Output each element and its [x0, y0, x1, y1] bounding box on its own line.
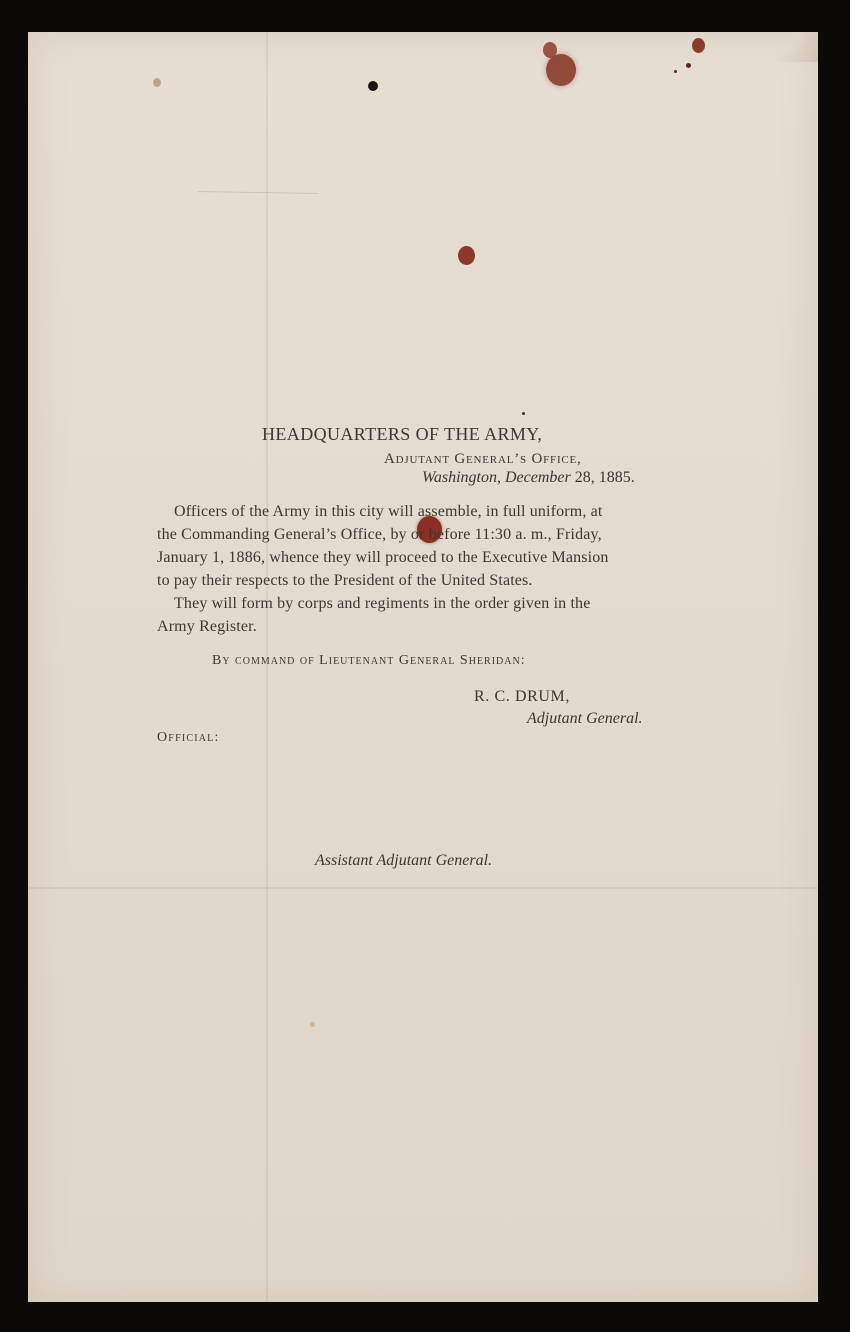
- office-line: Adjutant General’s Office,: [384, 451, 582, 467]
- ink-dot: [522, 412, 525, 415]
- stain-spot: [674, 70, 677, 73]
- dateline-rest: 28, 1885.: [574, 469, 635, 486]
- official-label: Official:: [157, 730, 220, 745]
- dateline: [422, 469, 635, 487]
- paragraph-line: Army Register.: [157, 618, 257, 635]
- stain-spot: [546, 54, 576, 86]
- signer-name: R. C. DRUM,: [474, 688, 570, 705]
- dateline-place: Washington,: [422, 469, 501, 486]
- paragraph-line: January 1, 1886, whence they will proceed to the Executive Mansion: [157, 549, 609, 566]
- stain-spot: [692, 38, 705, 53]
- paragraph-line: to pay their respects to the President of the United States.: [157, 572, 533, 589]
- document-heading: HEADQUARTERS OF THE ARMY,: [262, 424, 543, 444]
- paragraph-line: They will form by corps and regiments in the order given in the: [174, 595, 591, 612]
- horizontal-fold-line: [28, 887, 818, 889]
- command-line: By command of Lieutenant General Sheridan:: [212, 653, 526, 668]
- stain-spot: [686, 63, 691, 68]
- assistant-title: Assistant Adjutant General.: [315, 852, 493, 869]
- stain-spot: [153, 78, 161, 87]
- paragraph-line: Officers of the Army in this city will assemble, in full uniform, at: [174, 503, 603, 520]
- ink-dot: [368, 81, 378, 91]
- corner-wear: [758, 32, 818, 62]
- dateline-month: December: [504, 469, 571, 486]
- paragraph-line: the Commanding General’s Office, by or before 11:30 a. m., Friday,: [157, 526, 602, 543]
- stain-spot: [458, 246, 475, 265]
- paper-crease: [198, 191, 318, 194]
- signer-title: Adjutant General.: [527, 710, 643, 727]
- stain-spot: [310, 1022, 315, 1027]
